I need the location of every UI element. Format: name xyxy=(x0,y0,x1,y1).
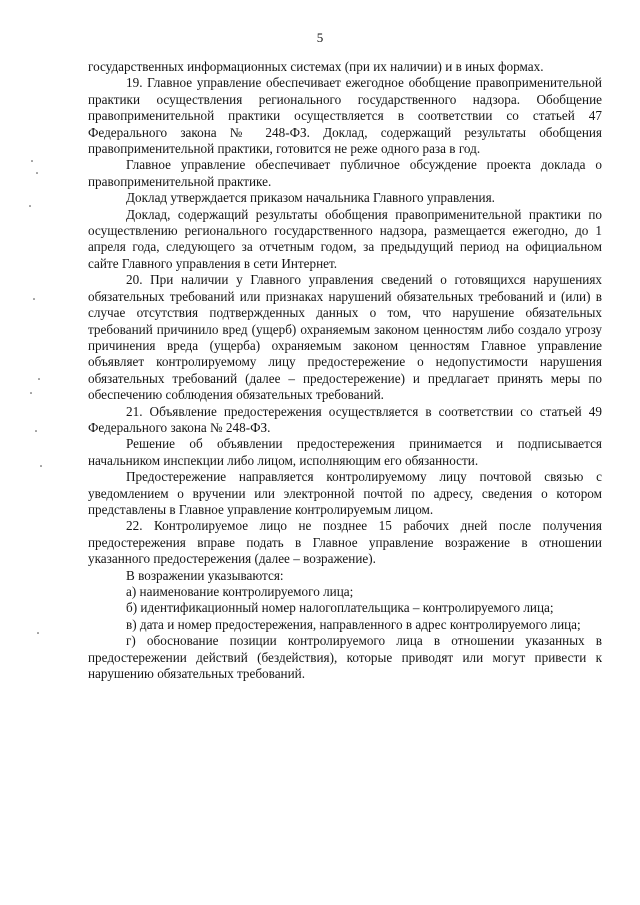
list-item-v: в) дата и номер предостережения, направленного в адрес контролируемого лица; xyxy=(126,616,581,632)
list-item-g: г) обоснование позиции контролируемого лица в отношении указанных в предостережении действий (бездействия), которые приводят или могут привести к нарушению обязательных требований. xyxy=(88,633,602,682)
paragraph-warning-delivery: Предостережение направляется контролируемому лицу почтовой связью с уведомлением о вручении или электронной почтой по адресу, сведения о котором представлены в Главное управление контролируемым лицом. xyxy=(88,469,602,517)
paragraph-public-discussion: Главное управление обеспечивает публичное обсуждение проекта доклада о правоприменительной практике. xyxy=(88,157,602,189)
paragraph-report-approval: Доклад утверждается приказом начальника Главного управления. xyxy=(126,190,495,206)
paragraph-21-announcement: 21. Объявление предостережения осуществляется в соответствии со статьей 49 Федерального закона № 248-ФЗ. xyxy=(88,403,602,435)
page-number: 5 xyxy=(316,30,324,45)
paragraph-19-generalization: 19. Главное управление обеспечивает ежегодное обобщение правоприменительной практики осуществления регионального государственного надзора. Обобщение правоприменительной практики осуществляется в соответствии со статьей 47 Федерального закона № 248-ФЗ. Доклад, содержащий результаты обобщения правоприменительной практики, готовится не реже одного раза в год. xyxy=(88,75,602,157)
paragraph-20-warning: 20. При наличии у Главного управления сведений о готовящихся нарушениях обязательных требований или признаках нарушений обязательных требований и (или) в случае отсутствия подтвержденных данных о том, что нарушение обязательных требований причинило вред (ущерб) охраняемым законом ценностям либо создало угрозу причинения вреда (ущерба) охраняемым законом ценностям Главное управление объявляет контролируемому лицу предостережение о недопустимости нарушения обязательных требований (далее – предостережение) и предлагает принять меры по обеспечению соблюдения обязательных требований. xyxy=(88,272,602,403)
list-item-a: а) наименование контролируемого лица; xyxy=(126,584,354,599)
paragraph-22-objection: 22. Контролируемое лицо не позднее 15 рабочих дней после получения предостережения вправе подать в Главное управление возражение в отношении указанного предостережения (далее – возражение). xyxy=(88,518,602,567)
paragraph-objection-contents: В возражении указываются: xyxy=(126,567,284,583)
paragraph-warning-decision: Решение об объявлении предостережения принимается и подписывается начальником инспекции либо лицом, исполняющим его обязанности. xyxy=(88,436,602,468)
paragraph-continuation-forms: государственных информационных системах (при их наличии) и в иных формах. xyxy=(88,59,544,74)
list-item-b: б) идентификационный номер налогоплательщика – контролируемого лица; xyxy=(126,600,554,616)
paragraph-report-publication: Доклад, содержащий результаты обобщения правоприменительной практики по осуществлению регионального государственного надзора, размещается ежегодно, до 1 апреля года, следующего за отчетным годом, за предыдущий период на официальном сайте Главного управления в сети Интернет. xyxy=(88,206,602,271)
document-body xyxy=(88,59,602,682)
